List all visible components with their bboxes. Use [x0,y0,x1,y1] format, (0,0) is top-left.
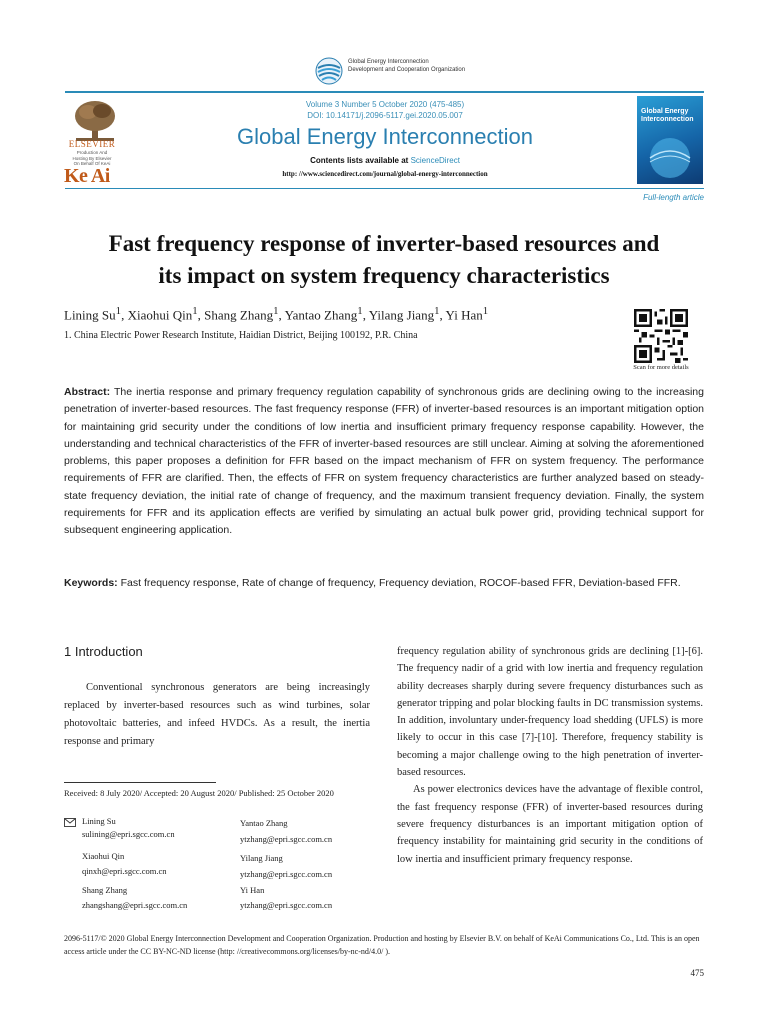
contact-email[interactable]: ytzhang@epri.sgcc.com.cn [240,868,333,879]
org-name [348,58,465,74]
contact-email[interactable]: sulining@epri.sgcc.com.cn [82,828,175,839]
contact-email[interactable]: ytzhang@epri.sgcc.com.cn [240,899,333,910]
header-top-rule [65,91,704,93]
doi-link[interactable]: DOI: 10.14171/j.2096-5117.gei.2020.05.007 [307,111,463,120]
geidco-logo [314,56,344,86]
contact-name: Shang Zhang [82,885,128,895]
page-number: 475 [690,968,704,978]
journal-url-link[interactable]: http: //www.sciencedirect.com/journal/global-energy-interconnection [282,170,488,178]
author-name: Yi Han [445,307,483,323]
contact-xiaohui-qin [82,850,167,877]
contact-name: Yi Han [240,885,265,895]
contact-email[interactable]: qinxh@epri.sgcc.com.cn [82,865,167,876]
author-list: Lining Su$^1$, Xiaohui Qin$^1$, Shang Zhang$^1$, Yantao Zhang$^1$, Yilang Jiang$^1$, Yi Han$^1$ [64,305,489,323]
elsevier-wordmark: ELSEVIER [68,139,116,149]
abstract-text: The inertia response and primary frequency regulation capability of synchronous grids are declining owing to the increasing penetration of inverter-based resources. The fast frequency response (FFR) of inverter-based resources is an important mitigation option for maintaining grid security under the conditions of low inertia and insufficient primary frequency response capability. However, the understanding and technical characteristics of the FFR of inverter-based resources are still unclear. Aiming at solving the aforementioned problems, this paper proposes a definition for FFR based on the impact mechanism of FFR on system frequency. The performance requirements of FFR are clarified. Then, the effects of FFR on system frequency characteristics are further analyzed based on steady-state frequency deviation, the initial rate of change of frequency, and the maximum transient frequency deviation. Finally, the system requirements for FFR and its application effects are verified by simulating an actual bulk power grid, providing technical support for subsequent engineering application. [64,386,704,537]
qr-code-icon[interactable] [634,309,688,363]
qr-label: Scan for more details [633,364,689,371]
author-name: Yantao Zhang [284,307,358,323]
contact-name: Lining Su [82,816,116,826]
author-name: Lining Su [64,307,116,323]
paper-title [64,228,704,292]
paper-title-line1: Fast frequency response of inverter-based resources and [108,231,660,256]
license-notice: 2096-5117/© 2020 Global Energy Interconnection Development and Cooperation Organization. Production and hosting by Elsevier B.V. on behalf of KeAi Communications Co., Ltd. This is an open access article under the CC BY-NC-ND license (http: //creativecommons.org/licenses/by-nc-nd/4.0/ ). [64,934,700,956]
sciencedirect-link[interactable]: ScienceDirect [410,156,460,165]
contact-name: Yilang Jiang [240,853,283,863]
author-name: Xiaohui Qin [127,307,193,323]
paper-title-line2: its impact on system frequency characteristics [158,263,610,288]
journal-title: Global Energy Interconnection [237,124,533,149]
keywords-text: Fast frequency response, Rate of change of frequency, Frequency deviation, ROCOF-based FFR, Deviation-based FFR. [120,577,681,589]
contact-email[interactable]: zhangshang@epri.sgcc.com.cn [82,899,188,910]
cover-title: Global Energy Interconnection [641,108,694,123]
org-name-line1: Global Energy Interconnection [348,59,429,65]
keywords [64,575,704,592]
contact-name: Xiaohui Qin [82,851,125,861]
abstract [64,384,704,540]
keywords-label: Keywords: [64,577,118,589]
abstract-label: Abstract: [64,386,111,398]
contact-yilang-jiang [240,852,332,880]
contact-yi-han [240,884,332,911]
contact-yantao-zhang [240,817,332,845]
contents-line: Contents lists available at ScienceDirect [310,156,460,165]
keai-logo: Ke Ai [64,165,110,187]
body-paragraph: As power electronics devices have the advantage of flexible control, the fast frequency response (FFR) of inverter-based resources during severe frequency disturbances is an important mitigation option of frequency instability for maintaining grid security in the conditions of low inertia and insufficient primary frequency response. [397,784,703,865]
author-name: Yilang Jiang [368,307,435,323]
contact-shang-zhang [82,884,187,911]
footnote-rule [64,782,216,783]
contact-name: Yantao Zhang [240,818,288,828]
elsevier-tree-logo [72,98,118,142]
affiliation: 1. China Electric Power Research Institute, Haidian District, Beijing 100192, P.R. China [64,330,418,341]
header-bottom-rule [65,188,704,189]
volume-line: Volume 3 Number 5 October 2020 (475-485) [305,100,465,109]
article-type-label: Full-length article [643,193,704,202]
contact-lining-su [82,815,175,840]
elsevier-tagline: Production And Hosting By Elsevier On Behalf Of KeAi [72,150,112,166]
right-column [397,643,703,868]
mail-icon [64,818,76,827]
author-name: Shang Zhang [204,307,274,323]
org-name-line2: Development and Cooperation Organization [348,67,466,73]
body-paragraph: Conventional synchronous generators are being increasingly replaced by inverter-based resources such as wind turbines, solar photovoltaic batteries, and infeed HVDCs. As a result, the inertia response and primary [64,682,370,747]
received-dates: Received: 8 July 2020/ Accepted: 20 August 2020/ Published: 25 October 2020 [64,788,334,798]
body-paragraph: frequency regulation ability of synchronous grids are declining [1]-[6]. The frequency nadir of a grid with low inertia and frequency regulation ability decreases sharply during severe frequency disturbances such as generator tripping and polar blocking faults in DC transmission systems. In addition, involuntary under-frequency load shedding (UFLS) is more likely to occur in this case [7]-[10]. Therefore, frequency stability is becoming a major challenge owing to the high penetration of inverter-based resources. [397,646,703,779]
section-heading: 1 Introduction [64,644,143,659]
contact-email[interactable]: ytzhang@epri.sgcc.com.cn [240,833,333,844]
